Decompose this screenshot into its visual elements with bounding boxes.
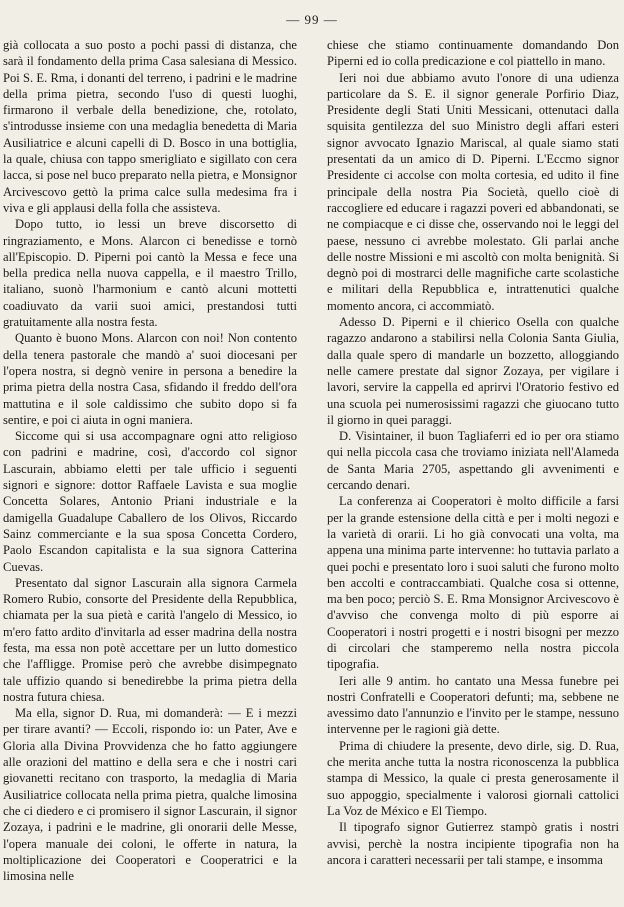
paragraph: La conferenza ai Cooperatori è molto difficile a farsi per la grande estensione della città e per i molti negozi e la varietà di orarii. Li ho già convocati una volta, ma appena una minima parte intervenne: ho tuttavia parlato a quei pochi e presentato loro i suoi saluti che furono molto ben accolti e contraccambiati. Qualche cosa si ottenne, ma ben poco; perciò S. E. Rma Monsignor Arcivescovo è d'avviso che convenga molto di più esporre ai Cooperatori i nostri progetti e i nostri bisogni per mezzo di circolari che stamperemo nella nostra piccola tipografia. [327, 494, 619, 672]
paragraph: Siccome qui si usa accompagnare ogni atto religioso con padrini e madrine, così, d'accordo col signor Lascurain, abbiamo eletti per tale ufficio i seguenti signori e signore: dottor Raffaele Lavista e sua moglie Concetta Solares, Antonio Priani industriale e la damigella Guadalupe Caballero de los Olivos, Riccardo Sainz commerciante e la sua sposa Concetta Cordero, Paolo Escandon capitalista e la sua signora Catterina Cuevas. [3, 429, 297, 574]
paragraph: Quanto è buono Mons. Alarcon con noi! Non contento della tenera pastorale che mandò a' suoi diocesani per l'opera nostra, si degnò venire in persona a benedire la prima pietra della nostra Casa, sfidando il freddo dell'ora mattutina e il sole caldissimo che subito dopo si fa sentire, e poi ci aiuta in ogni maniera. [3, 331, 297, 427]
paragraph: Il tipografo signor Gutierrez stampò gratis i nostri avvisi, perchè la nostra incipiente tipografia non ha ancora i caratteri necessarii per tali stampe, e insomma [327, 820, 619, 867]
paragraph: Presentato dal signor Lascurain alla signora Carmela Romero Rubio, consorte del Presidente della Repubblica, chiamata per la sua pietà e carità l'angelo di Messico, io m'ero fatto ardito d'invitarla ad esser madrina della nostra festa, ma essa non potè accettare per un lutto domestico che l'affligge. Promise però che avrebbe disimpegnato tale uffizio quando si benedirebbe la prima pietra della nostra futura chiesa. [3, 575, 297, 704]
paragraph: chiese che stiamo continuamente domandando Don Piperni ed io colla predicazione e col piattello in mano. [327, 38, 619, 69]
paragraph: Ieri noi due abbiamo avuto l'onore di una udienza particolare da S. E. il signor generale Porfirio Diaz, Presidente degli Stati Uniti Messicani, ottenutaci dalla squisita gentilezza del suo Ministro degli affari esteri signor avvocato Ignazio Mariscal, al quale siamo stati presentati da un amico di D. Piperni. L'Eccmo signor Presidente ci accolse con molta cortesia, ed udito il fine principale della nostra Pia Società, quello cioè di raccogliere ed educare i ragazzi poveri ed abbandonati, se ne compiacque e ci disse che, osservando noi le leggi del paese, nessuno ci avrebbe molestato. Gli parlai anche delle nostre Missioni e mi ascoltò con molta benignità. Si degnò poi di mostrarci delle magnifiche carte scolastiche e militari della Repubblica e, intrattenutici qualche momento ancora, ci accommiatò. [327, 70, 619, 313]
right-column [327, 37, 619, 868]
left-column [3, 37, 297, 884]
paragraph: già collocata a suo posto a pochi passi di distanza, che sarà il fondamento della prima Casa salesiana di Messico. Poi S. E. Rma, i donanti del terreno, i padrini e le madrine della prima pietra, secondo l'uso di questi luoghi, firmarono il verbale della benedizione, che, rotolato, s'introdusse insieme con una medaglia benedetta di Maria Ausiliatrice e alcuni capelli di D. Bosco in una bottiglia, la quale, chiusa con tappo smerigliato e sigillato con cera lacca, si pose nel buco preparato nella pietra, e Monsignor Arcivescovo gettò la prima calce sulla medesima fra i viva e gli applausi della folla che assisteva. [3, 38, 297, 215]
paragraph: Adesso D. Piperni e il chierico Osella con qualche ragazzo andarono a stabilirsi nella Colonia Santa Giulia, dalla quale spero di mandarle un bozzetto, alloggiando nelle camere prestate dal signor Zozaya, per vigilare i lavori, servire la cappella ed aprirvi l'Oratorio festivo ed una scuola pei numerosissimi ragazzi che giuocano tutto il giorno in quei paraggi. [327, 315, 619, 427]
paragraph: Prima di chiudere la presente, devo dirle, sig. D. Rua, che merita anche tutta la nostra riconoscenza la pubblica stampa di Messico, la quale ci presta generosamente il suo appoggio, specialmente i valorosi giornali cattolici La Voz de México e El Tiempo. [327, 738, 619, 818]
page-number: — 99 — [286, 12, 338, 27]
paragraph: D. Visintainer, il buon Tagliaferri ed io per ora stiamo qui nella piccola casa che troviamo iniziata nell'Alameda de Santa Maria 2705, aspettando gli avvenimenti e cercando denari. [327, 429, 619, 493]
paragraph: Dopo tutto, io lessi un breve discorsetto di ringraziamento, e Mons. Alarcon ci benedisse e tornò all'Episcopio. D. Piperni poi cantò la Messa e fece una bella predica nella nuova cappella, e il maestro Trillo, italiano, suonò l'harmonium e cantò alcuni mottetti coadiuvato da varii suoi amici, prestandosi tutti gratuitamente alla nostra festa. [3, 217, 297, 330]
paragraph: Ieri alle 9 antim. ho cantato una Messa funebre pei nostri Confratelli e Cooperatori defunti; ma, sebbene ne avessimo dato l'annunzio e l'invito per le stampe, nessuno intervenne per le ragioni già dette. [327, 673, 619, 737]
paragraph: Ma ella, signor D. Rua, mi domanderà: — E i mezzi per tirare avanti? — Eccoli, rispondo io: un Pater, Ave e Gloria alla Divina Provvidenza che ho fatto aggiungere alle orazioni del mattino e della sera e che i nostri cari giovanetti recitano con trasporto, la medaglia di Maria Ausiliatrice collocata nella prima pietra, qualche limosina che ci diedero e ci promisero il signor Lascurain, il signor Zozaya, i padrini e le madrine, gli onorarii delle Messe, l'opera manuale dei coloni, le offerte in natura, la moltiplicazione dei Cooperatori e Cooperatrici e la limosina nelle [3, 706, 297, 884]
